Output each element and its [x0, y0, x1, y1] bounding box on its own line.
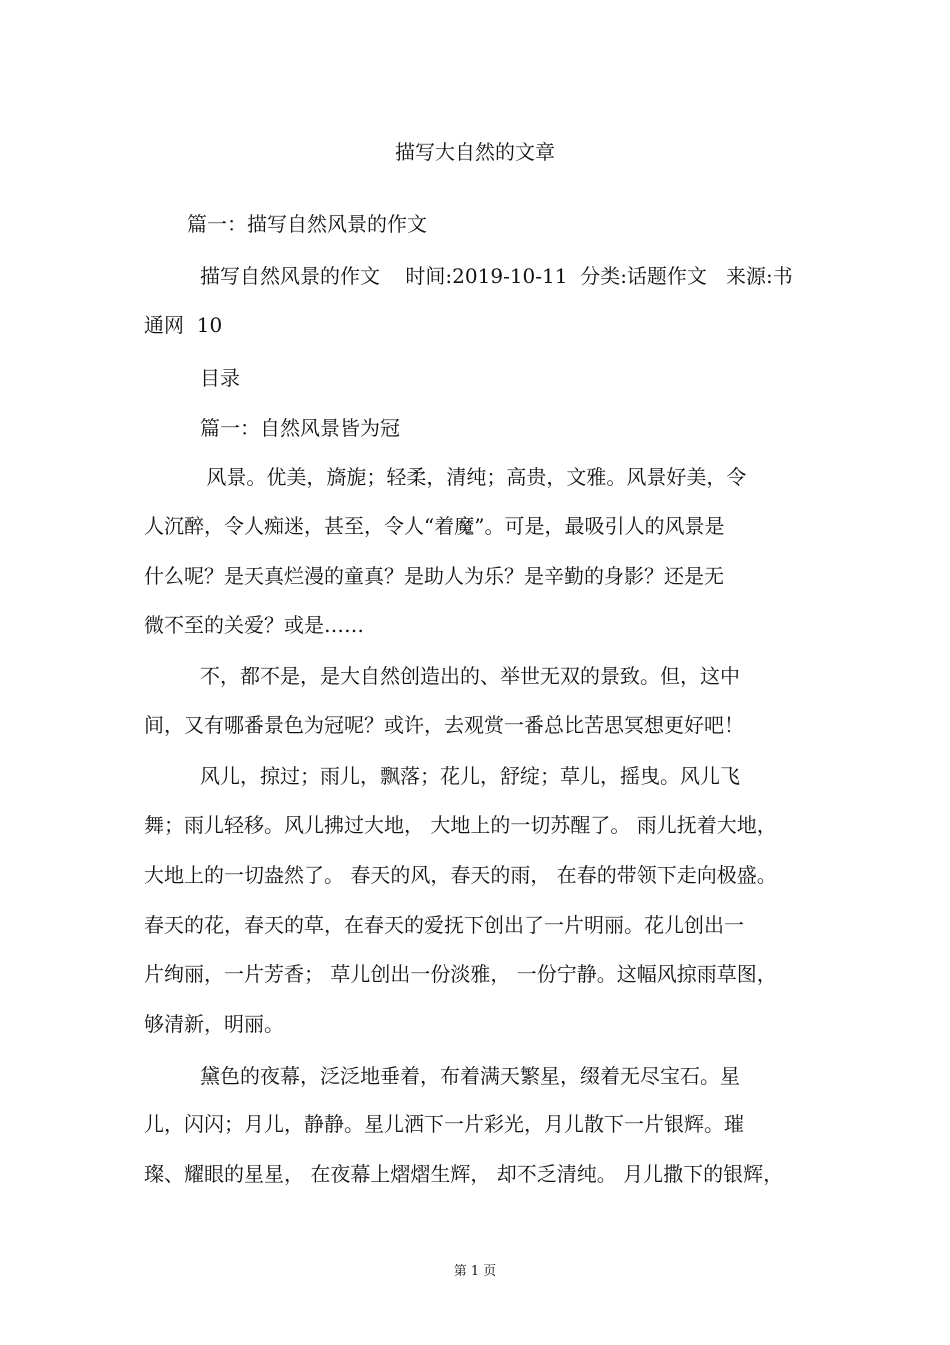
table-of-contents-heading: 目录	[200, 366, 240, 390]
paragraph-line: 儿，闪闪；月儿，静静。星儿洒下一片彩光，月儿散下一片银辉。璀	[144, 1112, 744, 1136]
paragraph-line: 黛色的夜幕，泛泛地垂着，布着满天繁星，缀着无尽宝石。星	[200, 1064, 740, 1088]
article-heading: 篇一：自然风景皆为冠	[200, 416, 400, 440]
paragraph-line: 够清新，明丽。	[144, 1012, 284, 1036]
page-number-footer: 第 1 页	[453, 1264, 497, 1279]
paragraph-line: 不，都不是，是大自然创造出的、举世无双的景致。但，这中	[200, 664, 740, 688]
paragraph-line: 风儿，掠过；雨儿，飘落；花儿，舒绽；草儿，摇曳。风儿飞	[200, 764, 740, 788]
article-meta-line-continued: 通网 10	[144, 313, 223, 337]
paragraph-line: 风景。优美，旖旎；轻柔，清纯；高贵，文雅。风景好美，令	[200, 465, 747, 489]
paragraph-line: 什么呢？是天真烂漫的童真？是助人为乐？是辛勤的身影？还是无	[144, 564, 724, 588]
paragraph-line: 人沉醉，令人痴迷，甚至，令人“着魔”。可是，最吸引人的风景是	[144, 514, 725, 538]
paragraph-line: 片绚丽，一片芳香； 草儿创出一份淡雅， 一份宁静。这幅风掠雨草图，	[144, 962, 777, 986]
article-meta-line: 描写自然风景的作文 时间:2019-10-11 分类:话题作文 来源:书	[200, 264, 793, 288]
paragraph-line: 舞；雨儿轻移。风儿拂过大地， 大地上的一切苏醒了。 雨儿抚着大地，	[144, 813, 777, 837]
document-title: 描写大自然的文章	[395, 140, 555, 164]
section-heading: 篇一：描写自然风景的作文	[187, 212, 427, 236]
paragraph-line: 间，又有哪番景色为冠呢？或许，去观赏一番总比苦思冥想更好吧！	[144, 713, 744, 737]
paragraph-line: 微不至的关爱？或是……	[144, 613, 364, 637]
paragraph-line: 春天的花，春天的草，在春天的爱抚下创出了一片明丽。花儿创出一	[144, 913, 744, 937]
paragraph-line: 大地上的一切盎然了。 春天的风，春天的雨， 在春的带领下走向极盛。	[144, 863, 777, 887]
paragraph-line: 璨、耀眼的星星， 在夜幕上熠熠生辉， 却不乏清纯。 月儿撒下的银辉，	[144, 1162, 784, 1186]
